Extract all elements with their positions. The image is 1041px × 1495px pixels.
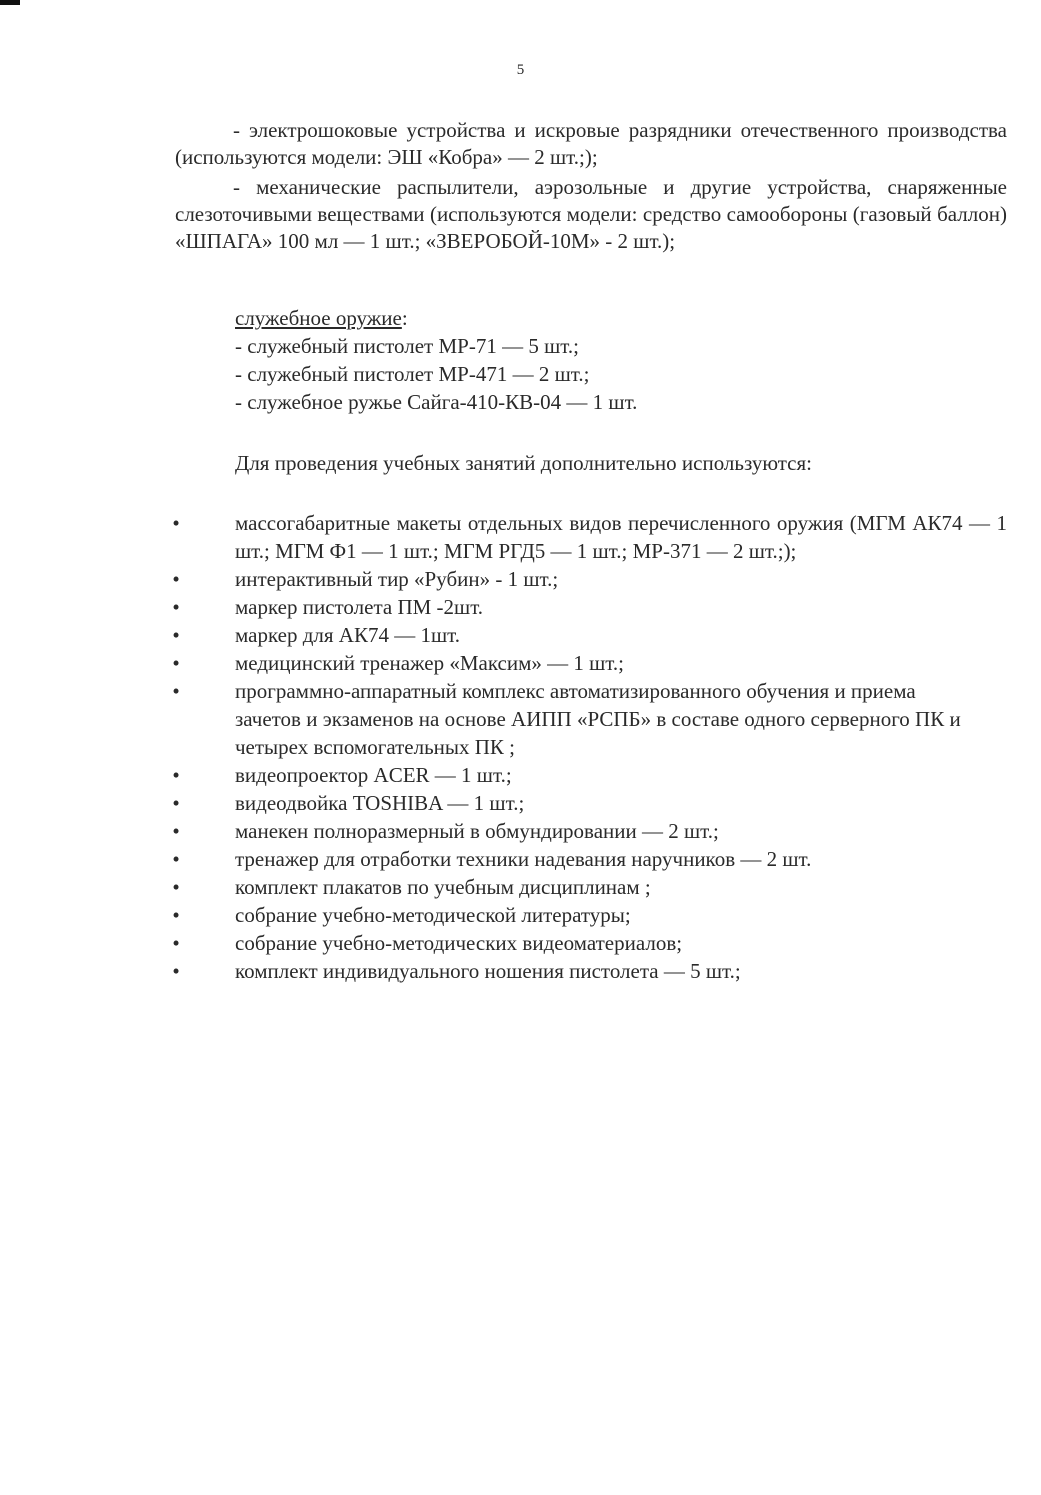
list-item-text: видеодвойка TOSHIBA — 1 шт.;	[235, 791, 525, 815]
bullet-icon: •	[172, 567, 180, 591]
list-item-text: манекен полноразмерный в обмундировании — 2 шт.;	[235, 819, 719, 843]
service-weapons-title: служебное оружие	[235, 306, 402, 330]
list-item-text: комплект индивидуального ношения пистолета — 5 шт.;	[235, 959, 741, 983]
list-item-text: интерактивный тир «Рубин» - 1 шт.;	[235, 567, 559, 591]
list-item	[170, 621, 1007, 649]
service-weapon-item: - служебный пистолет МР-71 — 5 шт.;	[235, 334, 579, 358]
list-item	[170, 901, 1007, 929]
page-number: 5	[516, 62, 525, 78]
list-item	[170, 761, 1007, 789]
bullet-icon: •	[172, 651, 180, 675]
list-item	[170, 593, 1007, 621]
paragraph-electroshock	[175, 117, 1007, 171]
list-item-text: комплект плакатов по учебным дисциплинам ;	[235, 875, 651, 899]
bullet-icon: •	[172, 875, 180, 899]
list-item	[170, 677, 1007, 761]
service-weapons-section	[235, 304, 637, 416]
list-item	[170, 565, 1007, 593]
bullet-icon: •	[172, 847, 180, 871]
list-item	[170, 929, 1007, 957]
equipment-list	[170, 509, 1007, 985]
paragraph-sprayers	[175, 174, 1007, 255]
bullet-icon: •	[172, 511, 180, 535]
bullet-icon: •	[172, 679, 180, 703]
list-item-text: массогабаритные макеты отдельных видов перечисленного оружия (МГМ АК74 — 1 шт.; МГМ Ф1 — 1 шт.; МГМ РГД5 — 1 шт.; МР-371 — 2 шт.;);	[235, 511, 1007, 563]
list-item-text: собрание учебно-методических видеоматериалов;	[235, 931, 683, 955]
list-item-text: маркер пистолета ПМ -2шт.	[235, 595, 484, 619]
bullet-icon: •	[172, 819, 180, 843]
scan-edge-mark	[0, 0, 20, 5]
list-item	[170, 957, 1007, 985]
paragraph-text: - электрошоковые устройства и искровые разрядники отечественного производства (используются модели: ЭШ «Кобра» — 2 шт.;);	[175, 118, 1007, 169]
list-item	[170, 789, 1007, 817]
list-item-text: медицинский тренажер «Максим» — 1 шт.;	[235, 651, 624, 675]
list-item	[170, 649, 1007, 677]
bullet-icon: •	[172, 763, 180, 787]
service-weapons-heading	[235, 304, 637, 332]
list-item-text: тренажер для отработки техники надевания наручников — 2 шт.	[235, 847, 812, 871]
bullet-icon: •	[172, 791, 180, 815]
list-item	[170, 845, 1007, 873]
list-item	[170, 873, 1007, 901]
bullet-icon: •	[172, 623, 180, 647]
bullet-icon: •	[172, 595, 180, 619]
list-item-text: видеопроектор ACER — 1 шт.;	[235, 763, 512, 787]
service-weapons-title-colon: :	[401, 306, 408, 330]
list-item	[170, 817, 1007, 845]
paragraph-text: - механические распылители, аэрозольные и другие устройства, снаряженные слезоточивыми веществами (используются модели: средство самообороны (газовый баллон) «ШПАГА» 100 мл — 1 шт.; «ЗВЕРОБОЙ-10М» - 2 шт.);	[175, 175, 1007, 253]
service-weapon-item: - служебное ружье Сайга-410-КВ-04 — 1 шт.	[235, 390, 638, 414]
list-item-text: программно-аппаратный комплекс автоматизированного обучения и приема зачетов и экзаменов на основе АИПП «РСПБ» в составе одного серверного ПК и четырех вспомогательных ПК ;	[235, 679, 961, 759]
list-item	[170, 509, 1007, 565]
bullet-icon: •	[172, 903, 180, 927]
list-item-text: собрание учебно-методической литературы;	[235, 903, 631, 927]
list-item-text: маркер для АК74 — 1шт.	[235, 623, 460, 647]
bullet-icon: •	[172, 959, 180, 983]
extra-equipment-intro: Для проведения учебных занятий дополнительно используются:	[235, 451, 812, 475]
service-weapon-item: - служебный пистолет МР-471 — 2 шт.;	[235, 362, 590, 386]
bullet-icon: •	[172, 931, 180, 955]
